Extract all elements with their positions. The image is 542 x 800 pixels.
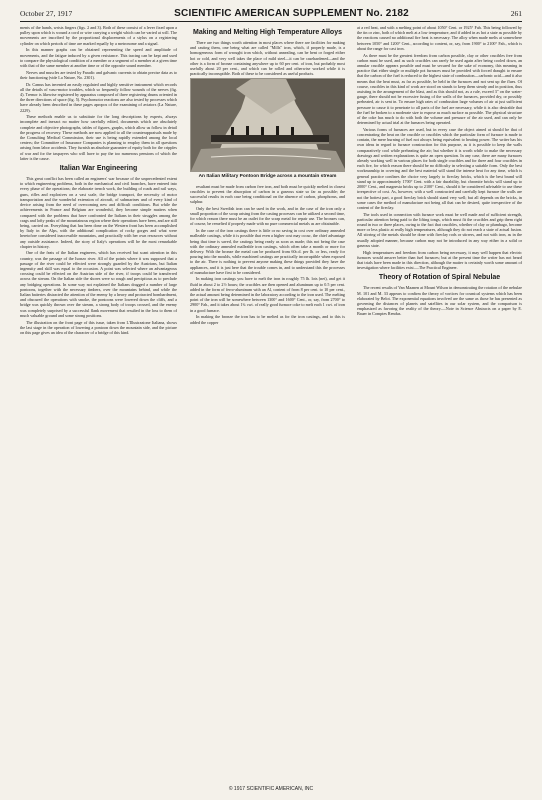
article-heading-spiral-nebulae: Theory of Rotation of Spiral Nebulae xyxy=(378,274,501,282)
paragraph: There are two things worth attention in most places where there are facilities for making and casting them, one being what are called "Mills" iron, which, if properly made, is a homogeneous form of wrought iron which, without annealing, can be bent or forged either hot or cold, and very well takes the place of mild steel—it can be casehardened—and the other is a form of bronze containing anywhere up to 60 per cent. of iron, but probably most usefully about 20 per cent., and which can be rolled and otherwise worked while it is practically incorruptible. Both of these to be considered as useful products. xyxy=(190,40,345,77)
header-rule xyxy=(20,21,522,22)
paragraph: These methods enable us to substitute for the long descriptions by experts, always incomplete and inexact no matter how carefully edited, documents which are absolutely complete and objective photographs, tables of figures, graphs, which allow us follow in detail the progress of recovery. These methods are now applied to all the counterappraisals made by the Consulting Medical Commission, their use is being rapidly extended among the local centers; the Committee of Insurance Companies is planning to employ them in all questions arising from labor accidents. They furnish an absolute guarantee of equity both for the cripples of war and for the taxpayers who will have to pay the too numerous pensions of which the latter is the cause. xyxy=(20,114,177,161)
paragraph: ments of the hands, wrists fingers (figs. 2 and 3). Both of these consist of a lever fixed upon a pulley upon which is wound a cord or wire carrying a weight which can be varied at will. The movements are inscribed by the proportional displacements of a stylus on a registering cylinder on which periods of time are marked equally by a metronome and a signal. xyxy=(20,25,177,46)
pontoon-bridge-photo xyxy=(190,78,345,172)
paragraph: The tools used in connection with furnace work must be well made and of sufficient strength, particular attention being paid to the lifting tongs, which must fit the crucibles and grip them right round in two or three places, owing to the fact that crucibles, whether of clay or plumbago, become more or less plastic at really high temperatures, although they do not reach a state of actual fusion. All stirring of the metals should be done with fireclay rods or stirrers, and not with iron, as in the usually adopted manner, because carbon may not be introduced in any way either in a solid or gaseous state. xyxy=(357,211,522,248)
column-2 xyxy=(190,25,345,775)
paragraph: In the case of the iron castings there is little or no saving in cost over ordinary annealed malleable castings, while it is possible that even a higher cost may occur, the chief advantage being that time is saved, the castings being ready as soon as made; this not being the case with the ordinary annealed malleable iron castings, which often take a month or more for delivery. With the bronze the metal can be produced from 60c.d. per lb. or less, ready for pouring into the moulds, while machined castings are practically incorruptible when exposed to the air. There is nothing to prevent anyone making these things provided they have the appliances, and it is just here that the trouble comes in, and to understand this the processes of manufacture have first to be considered. xyxy=(190,228,345,275)
paragraph: Various forms of furnaces are used, but in every case the object aimed at should be that of concentrating the heat on the crucible or crucibles which the particular form of furnace is made to contain, the mere burning of fuel not always being equivalent to heating power. The writer has his own ideas in regard to furnace construction for this purpose, as it is possible to keep the walls comparatively cool while preheating the air; but whether it is worth while to make the necessary drawings and written explanations is quite an open question. In any case, there are many furnaces already working well in various places for both single crucibles and for three and four crucibles in each fire, for which reason there should be no difficulty in selecting a suitable form. Only the best workmanship in covering and the best material will stand the intense heat for any time, which is general practice confines the choice very largely to fireclay bricks, which is the best brand will stand up to approximately 1700° Cent. with a fair durability, but chromite bricks will stand up to 2000° Cent., and magnesia bricks up to 2100° Cent., should it be considered advisable to use these irrespective of cost. As, however, with a well constructed and carefully kept furnace the walls are not the hottest part, a good fireclay brick should stand very well; but all depends on the bricks, in some cases the method of manufacture not being all that can be desired, quite irrespective of the content of the fireclay. xyxy=(357,126,522,210)
column-3 xyxy=(357,25,522,775)
pontoon-bridge-illustration xyxy=(191,79,345,171)
paragraph: As there must be the greatest freedom from carbon possible, clay or other crucibles free from carbon must be used, and as such crucibles can rarely be used again after being cooled down, an annular crucible appears possible and must be secured for the sake of economy, this meaning in practice that either single or multiple pot furnaces must be provided with forced draught to ensure that the carbon of the fuel is reduced to the highest state of combustion—carbonic acid—and it also means that the heat must, as far as possible, be held in the furnaces and not sent up the flues. Of course, crucibles in this kind of work are stood on stands to keep them steady and in position, thus assisting in the arrangement of the blast, and as this should not, as a rule, exceed 3" on the water-gauge, there should not be excessive fusing of the walls of the furnaces, provided dry, or possibly preheated, air is sent in. To ensure high rates of combustion large volumes of air at just sufficient pressure to cause it to penetrate to all parts of the fuel are necessary, while it is also desirable that the fuel be broken to a moderate size to expose as much surface as possible. The physical structure of the coke has much to do with both the volume and pressure of the air used, and can only be determined by actual trial at the furnaces being operated. xyxy=(357,52,522,126)
article-heading-italian-war-engineering: Italian War Engineering xyxy=(59,165,138,173)
paragraph: In making the bronze the iron has to be melted as for the iron castings, and to this is added the copper xyxy=(190,314,345,325)
paragraph: Only the best Swedish iron can be used in the work, and in the case of the iron only a small proportion of the scrap arising from the casting processes can be utilized a second time, for which reason there must be an outlet for the scrap metal for repair use. The bronzes can, of course, be remelted if properly made with no pure commercial metals as are obtainable. xyxy=(190,205,345,227)
paragraph: Nerves and muscles are tested by Faradic and galvanic currents to obtain precise data as to their functioning (vide La Nature, No. 2301). xyxy=(20,69,177,80)
page-header xyxy=(20,6,522,20)
issue-date: October 27, 1917 xyxy=(20,8,73,18)
paragraph: at a red heat, and with a melting point of about 1050° Cent. or 1925° Fah. This being followed by the tin or zinc, both of which melt at a low temperature, and if added in as hot a state as possible by the reactions caused no additional fire heat is necessary. The alloy when made melts at somewhere between 1050° and 1200° Cent., according to content, or, say, from 1900° to 2100° Fah., which is about the range for cast iron. xyxy=(357,25,522,51)
copyright-footer: © 1917 SCIENTIFIC AMERICAN, INC xyxy=(228,786,314,792)
paragraph: In this manner graphs can be obtained representing the speed and amplitude of movements, and the fatigue induced by a given resistance. This tracing can be kept and used to compare the physiological condition of a member or a segment of a member at a given time with that of the same member at another time or of the opposite sound member. xyxy=(20,47,177,68)
paragraph: The illustration on the front page of this issue, taken from L'Illustrazione Italiana, shows the last stage in the operation of lowering a pontoon down the mountain side, and the picture on this page gives an idea of the character of a bridge of this kind. xyxy=(20,319,177,335)
paragraph: In making iron castings you have to melt the iron in roughly 75 lb. lots (net), and get it fluid in about 2 to 2½ hours; the crucibles are then opened and aluminum up to 0.5 per cent. added in the form of ferro-aluminum with an Al, content of from 8 per cent. to 10 per cent., the actual amount being determined in the laboratory according to the iron used. The melting point of the iron will be somewhere between 1300° and 1600° Cent., or, say, from 2700° to 2900° Fah., and it takes about 1¾ cwt. of really good furnace coke to melt each 1 cwt. of iron in a good furnace. xyxy=(190,276,345,313)
paragraph: One of the feats of the Italian engineers, which has received but scant attention in this country, was the passage of the Isonzo river. All of the points where it was supposed that a passage of the river could be effected were strongly guarded by the Austrians, but Italian ingenuity and skill was equal to the occasion. A point was selected where an advantageous crossing could be effected on the Austrian side of the river, if troops could be transferred across the stream. On the Italian side the shores were so rough and precipitous as to preclude any bridging operations. In some way not explained the Italians dragged a number of large pontoons, together with the necessary timbers, over the mountains behind, and while the Italian batteries distracted the attention of the enemy by a heavy and protracted bombardment, and obscured the operations with smoke, the pontoons were lowered down the cliffs, and a bridge was quickly thrown over the stream, a strong body of troops crossed, and the enemy was completely surprised by a successful flank movement that resulted in the loss to them of much valuable ground and some strong positions. xyxy=(20,250,177,318)
article-heading-alloys: Making and Melting High Temperature Alloys xyxy=(193,29,342,36)
paragraph: resultant must be made from carbon free iron, and both must be quickly melted in closest crucibles to prevent the absorption of carbon in a gaseous state so far as possible; the successful results in each case being conditional on the absence of carbon, phosphorus, and sulphur. xyxy=(190,183,345,205)
paragraph: High temperatures and freedom from carbon being necessary, it may well happen that electric furnaces would answer better than fuel furnaces; but at the present time the writer has not heard that trials have been made in this direction, although the matter is certainly worth some amount of investigation where facilities exist.—The Practical Engineer. xyxy=(357,249,522,271)
publication-title: SCIENTIFIC AMERICAN SUPPLEMENT No. 2182 xyxy=(174,7,409,19)
page-number: 261 xyxy=(510,8,522,18)
paragraph: Dr. Camus has invented an easily regulated and highly sensitive instrument which records all the details of vaso-motor troubles, which so frequently follow wounds of the nerves (fig. 4). Tremor is likewise registered by apparatus composed of three registering drums oriented in the three directions of space (fig. 5). Psychomotor reactions are also tested by processes which have already been described in these pages apropos of the examining of aviators (La Nature, 2229). xyxy=(20,81,177,113)
figure-caption: An Italian Military Pontoon Bridge across a mountain stream xyxy=(198,173,337,179)
column-1 xyxy=(20,25,177,775)
paragraph: This great conflict has been called an engineers' war because of the unprecedented extent to which engineering problems, both in the mechanical and civil branches, have entered into every phase of the operations; the elaborate trench work, the building of roads and rail ways, guns, rifles and explosives on a vast scale, the bridge transport, the necessity of motor transportation and the wonderful extension of aircraft, of submarines and of every kind of device arising from the need of overcoming new and difficult conditions. But while the achievements in France and Belgium are wonderful, they become simple matters when compared with the problems that have confronted the Italians in their struggles among the crags and lofty peaks of the mountainous region where their operations have been, and are still being, carried on. Everything that has been done on the Western front has been accomplished by Italy in the Alps, with the additional complication of rocky gorges and what were heretofore considered inaccessible mountains, and practically with her own resources without any outside assistance. Indeed, the story of Italy's operations will be the most remarkable chapter in history. xyxy=(20,176,177,249)
paragraph: The recent results of Van Maanen at Mount Wilson in demonstrating the rotation of the nebulae M. 101 and M. 33 appears to confirm the theory of vortices for cosmical systems which has been elaborated by Belot. The exponential equations involved are the same as those he has presented as governing the distances of planets and satellites in our solar system, and the comparison is emphasized as favoring the reality of the theory.—Note in Science Abstracts on a paper by E. Bauer in Comptes Rendus. xyxy=(357,285,522,317)
